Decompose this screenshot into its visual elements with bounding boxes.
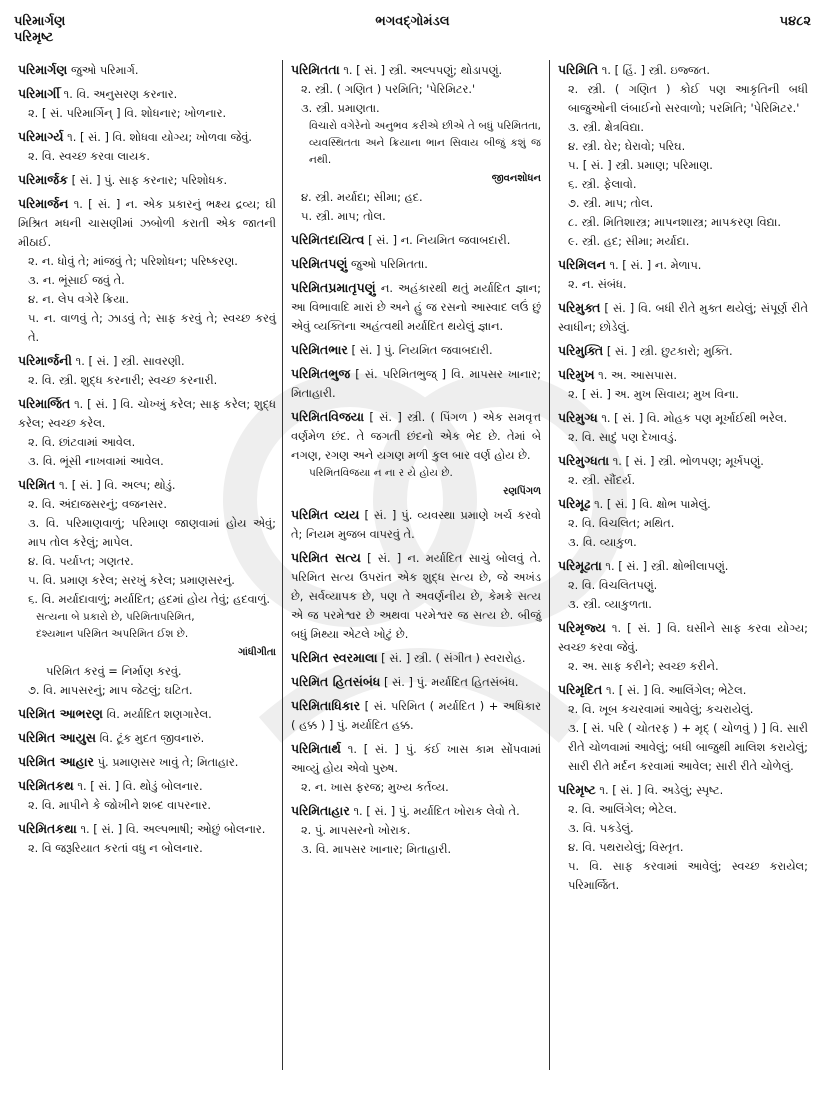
entry-headword: પરિમિતાર્થ [291,741,341,756]
entry-headword: પરિમિતાધિકાર [291,698,361,713]
entry-sense: ૨. વિ. સ્ત્રી. શુદ્ધ કરનારી; સ્વચ્છ કરનારી. [28,373,218,387]
entry-definition: [ સં. ] ન. નિયમિત જવાબદારી. [368,233,511,247]
entry-sense: ૫. સ્ત્રી. માપ; તોલ. [301,209,386,223]
dictionary-entry [291,254,541,274]
dictionary-entry [558,341,808,361]
entry-sense: ૨. વિ જરૂરિયાત કરતાં વધુ ન બોલનાર. [28,841,203,855]
dictionary-entry [18,475,276,700]
entry-headword: પરિમિતભાર [291,342,348,357]
entry-definition: જુઓ પરિમિતતા. [350,257,428,271]
dictionary-entry [18,351,276,390]
entry-sense: ૨. ન. સંબંધ. [568,277,627,291]
entry-definition: ૧. [ સં. ] વિ. ઘસીને સાફ કરવા યોગ્ય; સ્વચ્છ કરવા જેવું. [558,621,808,654]
entry-headword: પરિમાર્જિત [18,396,71,411]
entry-sense: ૬. સ્ત્રી. ફેલાવો. [568,177,637,191]
entry-definition: ૧. [ સં. ] વિ. મોહક પણ મૂર્ખાઈથી ભરેલ. [601,411,788,425]
entry-sense: ૬. વિ. મર્યાદાવાળું; મર્યાદિત; હદમાં હોય તેવું; હદવાળું. [28,592,270,606]
entry-definition: [ સં. પરિમિતભુજ્ ] વિ. માપસર ખાનાર; મિતાહારી. [291,367,541,400]
entry-sense: ૨. પું. માપસરનો ખોરાક. [301,823,411,837]
entry-headword: પરિમિતભુજ [291,366,351,381]
entry-headword: પરિમિતવિજયા [291,409,365,424]
entry-definition: ૧. [ સં. ] સ્ત્રી. સાવરણી. [75,354,185,368]
dictionary-entry [558,365,808,404]
entry-headword: પરિમિત વ્યય [291,507,360,522]
entry-headword: પરિમિતપ્રમાતૃપણું [291,280,376,295]
dictionary-entry [558,494,808,552]
dictionary-entry [18,728,276,748]
entry-headword: પરિમાર્જક [18,172,68,187]
entry-definition: [ સં. ] ન. મર્યાદિત સાચું બોલવું તે. પરિમિત સત્ય ઉપરાંત એક શુદ્ધ સત્ય છે, જે અખંડ છે, સર્વવ્યાપક છે, પણ તે અવર્ણનીય છે, કેમકે સત્ય એ જ પરમેશ્વર છે અથવા પરમેશ્વર જ સત્ય છે. બીજું બધું મિથ્યા એટલે ખોટું છે. [291,551,541,641]
entry-headword: પરિમિતકથા [18,821,77,836]
entry-sense: ૪. ન. લેપ વગેરે ક્રિયા. [28,292,129,306]
entry-headword: પરિમિલન [558,257,606,272]
entry-quote: પરિમિતવિજયા ન ના ર યે હોય છે. [309,467,453,479]
entry-headword: પરિમુક્ત [558,300,601,315]
entry-sense: ૨. વિ. આલિંગેલ; ભેટેલ. [568,802,677,816]
entry-sense: ૩. ન. ભૂંસાઈ જવું તે. [28,273,125,287]
dictionary-entry [558,556,808,614]
entry-definition: ૧. [ સં. ] વિ. શોધવા યોગ્ય; ખોળવા જેવું. [67,130,252,144]
entry-definition: ૧. [ સં. ] વિ. અડેલું; સ્પૃષ્ટ. [599,783,724,797]
dictionary-entry [18,170,276,190]
entry-sense: ૨. સ્ત્રી. સૌંદર્ય. [568,473,636,487]
entry-quote: સત્યના બે પ્રકારો છે, પરિમિતાપરિમિત, [36,611,195,623]
entry-sense: ૫. ન. વાળવું તે; ઝાડવું તે; સાફ કરવું તે; સ્વચ્છ કરવું તે. [28,311,276,344]
entry-headword: પરિમિતપણું [291,256,348,271]
entry-headword: પરિમાર્ગી [18,86,60,101]
entry-sense: ૩. સ્ત્રી. વ્યાકુળતા. [568,597,652,611]
entry-sense: ૩. વિ. વ્યાકુળ. [568,535,637,549]
page-number: ૫૪૮૨ [779,14,811,29]
entry-sense: ૭. વિ. માપસરનું; માપ જેટલું; ઘટિત. [28,683,193,697]
entry-sense: ૨. વિ. સાદું પણ દેખાવડું. [568,430,678,444]
entry-headword: પરિમાર્ગ્ય [18,129,64,144]
entry-definition: ૧. અ. આસપાસ. [598,368,677,382]
entry-sense: ૫. [ સં. ] સ્ત્રી. પ્રમાણ; પરિમાણ. [568,158,713,172]
entry-headword: પરિમૃષ્ટ [558,782,596,797]
quote-source: જીવનશોધન [491,173,541,184]
entry-definition: [ સં. ] સ્ત્રી. ( પિંગળ ) એક સમવૃત્ત વર્ણમેળ છંદ. તે જગતી છંદનો એક ભેદ છે. તેમાં બે નગણ, રગણ અને યગણ મળી કુલ બાર વર્ણ હોય છે. [291,410,541,462]
entry-quote: દશ્યમાન પરિમિત અપરિમિત ઈશ છે. [36,628,189,640]
entry-definition: ન. અહંકારથી થતું મર્યાદિત જ્ઞાન; આ વિભાવાદિ મારાં છે અને હું જ રસનો આસ્વાદ લઉં છું એવું વ્યક્તિના અહંત્વથી મર્યાદિત થયેલું જ્ઞાન. [291,281,541,333]
entry-sense: ૪. સ્ત્રી. મર્યાદા; સીમા; હદ. [301,190,423,204]
entry-sense: ૨. વિ. અંદાજસરનું; વજનસર. [28,497,167,511]
entry-sense: ૩. [ સં. પરિ ( ચોતરફ ) + મૃદ્ ( ચોળવું ) ] વિ. સારી રીતે ચોળવામાં આવેલું; બધી બાજુથી માલિશ કરાયેલું; સારી રીતે મર્દન કરવામાં આવેલ; સારી રીતે ચોળેલું. [568,721,808,773]
entry-headword: પરિમિતાહાર [291,803,350,818]
entry-sense: ૨. ન. ખાસ ફરજ; મુખ્ય કર્તવ્ય. [301,780,449,794]
entry-definition: ૧. [ સં. ] સ્ત્રી. ક્ષોભીલાપણું. [605,559,729,573]
entry-headword: પરિમૂઢતા [558,558,602,573]
entry-headword: પરિમિત હિતસંબંધ [291,674,381,689]
entry-sense: ૨. વિ. માપીને કે જોખીને શબ્દ વાપરનાર. [28,798,212,812]
dictionary-entry [558,780,808,895]
entry-headword: પરિમૂઢ [558,496,591,511]
entry-headword: પરિમૃદિત [558,682,603,697]
entry-headword: પરિમાર્ગણ [18,62,68,77]
entry-sense: ૨. વિ. વિચલિત; મથિત. [568,516,675,530]
dictionary-entry [18,776,276,815]
entry-definition: ૧. [ સં. ] ન. એક પ્રકારનું ભક્ષ્ય દ્રવ્ય; ઘી મિશ્રિત મધની ચાસણીમાં ઝબોળી કરાતી એક જાતની મીઠાઈ. [18,197,276,249]
dictionary-entry [291,340,541,360]
entry-sense: ૨. સ્ત્રી. ( ગણિત ) કોઈ પણ આકૃતિની બધી બાજુઓની લંબાઈનો સરવાળો; પરમિતિ; 'પેરિમિટર.' [568,82,808,115]
entry-definition: વિ. મર્યાદિત શણગારેલ. [106,707,212,721]
entry-definition: ૧. [ સં. ] વિ. અલ્પભાષી; ઓછું બોલનાર. [80,822,266,836]
entry-definition: ૧. [ સં. ] પું. મર્યાદિત ખોરાક લેવો તે. [353,804,520,818]
dictionary-entry [291,696,541,735]
guide-word-last: પરિમૃષ્ટ [14,30,54,45]
entry-headword: પરિમુક્તિ [558,343,604,358]
entry-definition: [ સં. ] સ્ત્રી. છુટકારો; મુક્તિ. [606,344,733,358]
dictionary-entry [558,408,808,447]
dictionary-entry [558,451,808,490]
entry-sense: ૩. વિ. ભૂંસી નાખવામાં આવેલ. [28,454,164,468]
entry-definition: [ સં. ] પું. નિયમિત જવાબદારી. [351,343,493,357]
dictionary-entry [291,364,541,403]
entry-definition: ૧. [ સં. ] ન. મેળાપ. [609,258,702,272]
dictionary-entry [558,298,808,337]
entry-sense: ૨. વિ. વિચલિતપણું. [568,578,658,592]
dictionary-entry [18,394,276,471]
dictionary-entry [291,801,541,859]
entry-sense: ૫. વિ. સાફ કરવામાં આવેલું; સ્વચ્છ કરાયેલ; પરિમાર્જિત. [568,859,808,892]
entry-definition: [ સં. ] પું. મર્યાદિત હિતસંબંધ. [383,675,519,689]
entry-sense: ૪. વિ. પથરાયેલું; વિસ્તૃત. [568,840,684,854]
entry-sense: ૯. સ્ત્રી. હદ; સીમા; મર્યાદા. [568,234,690,248]
entry-sense: ૩. વિ. પરિમાણવાળું; પરિમાણ જાણવામાં હોય એવું; માપ તોલ કરેલું; માપેલ. [28,516,276,549]
entry-sense: ૪. સ્ત્રી. ઘેર; ઘેરાવો; પરિઘ. [568,139,686,153]
entry-headword: પરિમિત [18,477,56,492]
entry-headword: પરિમિતદાયિત્વ [291,232,365,247]
entry-sense: ૮. સ્ત્રી. મિતિશાસ્ત્ર; માપનશાસ્ત્ર; માપકરણ વિદ્યા. [568,215,782,229]
entry-definition: ૧. વિ. અનુસરણ કરનાર. [63,87,178,101]
dictionary-columns [14,60,814,1090]
entry-sense: ૨. સ્ત્રી. ( ગણિત ) પરમિતિ; 'પેરિમિટર.' [301,82,476,96]
entry-sense: ૨. વિ. ખૂબ કચરવામાં આવેલું; કચરાયેલું. [568,702,754,716]
entry-sense: ૨. [ સં. પરિમાર્ગિન્ ] વિ. શોધનાર; ખોળનાર. [28,106,227,120]
entry-sense: ૨. વિ. સ્વચ્છ કરવા લાયક. [28,149,150,163]
entry-sense: ૩. સ્ત્રી. પ્રમાણતા. [301,101,380,115]
dictionary-entry [18,60,276,80]
quote-source: રણપિંગળ [503,486,541,497]
entry-headword: પરિમિત આભરણ [18,706,103,721]
dictionary-entry [291,60,541,226]
entry-sense: ૨. ન. ધોવું તે; માંજવું તે; પરિશોધન; પરિષ્કરણ. [28,254,238,268]
entry-definition: ૧. [ હિં. ] સ્ત્રી. ઇજ્જત. [601,63,710,77]
entry-definition: ૧. [ સં. ] વિ. અલ્પ; થોડું. [58,478,176,492]
entry-sense: ૨. [ સં. ] અ. મુખ સિવાય; મુખ વિના. [568,387,739,401]
column-left [14,60,282,1090]
entry-sense: ૪. વિ. પર્યાપ્ત; ગણતર. [28,554,134,568]
entry-headword: પરિમુખ [558,367,595,382]
dictionary-entry [291,739,541,797]
entry-sense: ૫. વિ. પ્રમાણ કરેલ; સરખું કરેલ; પ્રમાણસરનું. [28,573,235,587]
dictionary-entry [291,407,541,501]
entry-definition: ૧. [ સં. ] સ્ત્રી. અલ્પપણું; થોડાપણું. [343,63,503,77]
entry-headword: પરિમિતિ [558,62,599,77]
dictionary-entry [558,60,808,251]
entry-definition: ૧. [ સં. ] વિ. થોડું બોલનાર. [77,779,203,793]
entry-sense: ૭. સ્ત્રી. માપ; તોલ. [568,196,654,210]
entry-headword: પરિમિતતા [291,62,340,77]
entry-sense: ૩. વિ. પકડેલું. [568,821,634,835]
entry-headword: પરિમૃજ્ય [558,620,606,635]
entry-headword: પરિમિત સત્ય [291,550,361,565]
entry-definition: [ સં. ] વિ. બધી રીતે મુક્ત થયેલું; સંપૂર્ણ રીતે સ્વાધીન; છોડેલું. [558,301,808,334]
dictionary-entry [18,819,276,858]
dictionary-entry [558,680,808,776]
dictionary-entry [18,704,276,724]
column-right [550,60,814,1090]
entry-headword: પરિમુગ્ધ [558,410,598,425]
entry-definition: ૧. [ સં. ] વિ. આલિંગેલ; ભેટેલ. [605,683,747,697]
entry-headword: પરિમિતકથ [18,778,74,793]
entry-sense: ૩. વિ. માપસર ખાનાર; મિતાહારી. [301,842,452,856]
quote-source: ગાંધીગીતા [238,647,276,658]
entry-definition: [ સં. ] પું. વ્યવસ્થા પ્રમાણે ખર્ચ કરવો તે; નિયમ મુજબ વાપરવું તે. [291,508,541,541]
dictionary-entry [558,618,808,676]
entry-headword: પરિમુગ્ધતા [558,453,610,468]
entry-definition: [ સં. પરિમિત ( મર્યાદિત ) + અધિકાર ( હક્ક ) ] પું. મર્યાદિત હક્ક. [291,699,541,732]
entry-sense: ૨. અ. સાફ કરીને; સ્વચ્છ કરીને. [568,659,719,673]
entry-definition: ૧. [ સં. ] પું. કંઈ ખાસ કામ સોંપવામાં આવ્યું હોય એવો પુરુષ. [291,742,542,775]
entry-headword: પરિમિત આહાર [18,754,95,769]
dictionary-entry [18,127,276,166]
entry-headword: પરિમાર્જની [18,353,73,368]
entry-headword: પરિમિત આયુસ [18,730,96,745]
guide-word-first: પરિમાર્ગણ [14,14,66,29]
entry-headword: પરિમાર્જન [18,196,69,211]
entry-definition: જુઓ પરિમાર્ગ. [70,63,139,77]
entry-definition: [ સં. ] સ્ત્રી. ( સંગીત ) સ્વરારોહ. [381,651,526,665]
entry-definition: ૧. [ સં. ] વિ. ચોખ્ખું કરેલ; સાફ કરેલ; શુદ્ધ કરેલ; સ્વચ્છ કરેલ. [18,397,276,430]
dictionary-entry [291,648,541,668]
dictionary-entry [558,255,808,294]
dictionary-entry [291,505,541,544]
dictionary-entry [291,548,541,644]
dictionary-entry [18,194,276,347]
dictionary-entry [291,230,541,250]
entry-quote: વિચારો વગેરેનો અનુભવ કરીએ છીએ તે બધું પરિમિતતા, વ્યવસ્થિતતા અને ક્રિયાના ભાન સિવાય બીજું કશું જ નથી. [309,120,541,166]
dictionary-entry [18,752,276,772]
entry-definition: ૧. [ સં. ] સ્ત્રી. ભોળપણ; મૂર્ખપણું. [612,454,764,468]
book-title: ભગવદ્ગોમંડલ [375,14,450,29]
entry-idiom: પરિમિત કરવું = નિર્માણ કરવું. [46,664,182,678]
page-header [0,8,825,53]
dictionary-entry [291,278,541,336]
dictionary-entry [18,84,276,123]
entry-definition: [ સં. ] પું. સાફ કરનાર; પરિશોધક. [71,173,228,187]
dictionary-entry [291,672,541,692]
entry-definition: ૧. [ સં. ] વિ. ક્ષોભ પામેલું. [594,497,711,511]
entry-definition: વિ. ટૂંક મુદત જીવનારું. [99,731,205,745]
entry-sense: ૨. વિ. છાંટવામાં આવેલ. [28,435,136,449]
entry-sense: ૩. સ્ત્રી. ક્ષેત્રવિદ્યા. [568,120,644,134]
entry-definition: પું. પ્રમાણસર ખાવું તે; મિતાહાર. [97,755,239,769]
column-middle [282,60,550,1070]
entry-headword: પરિમિત સ્વરમાલા [291,650,378,665]
